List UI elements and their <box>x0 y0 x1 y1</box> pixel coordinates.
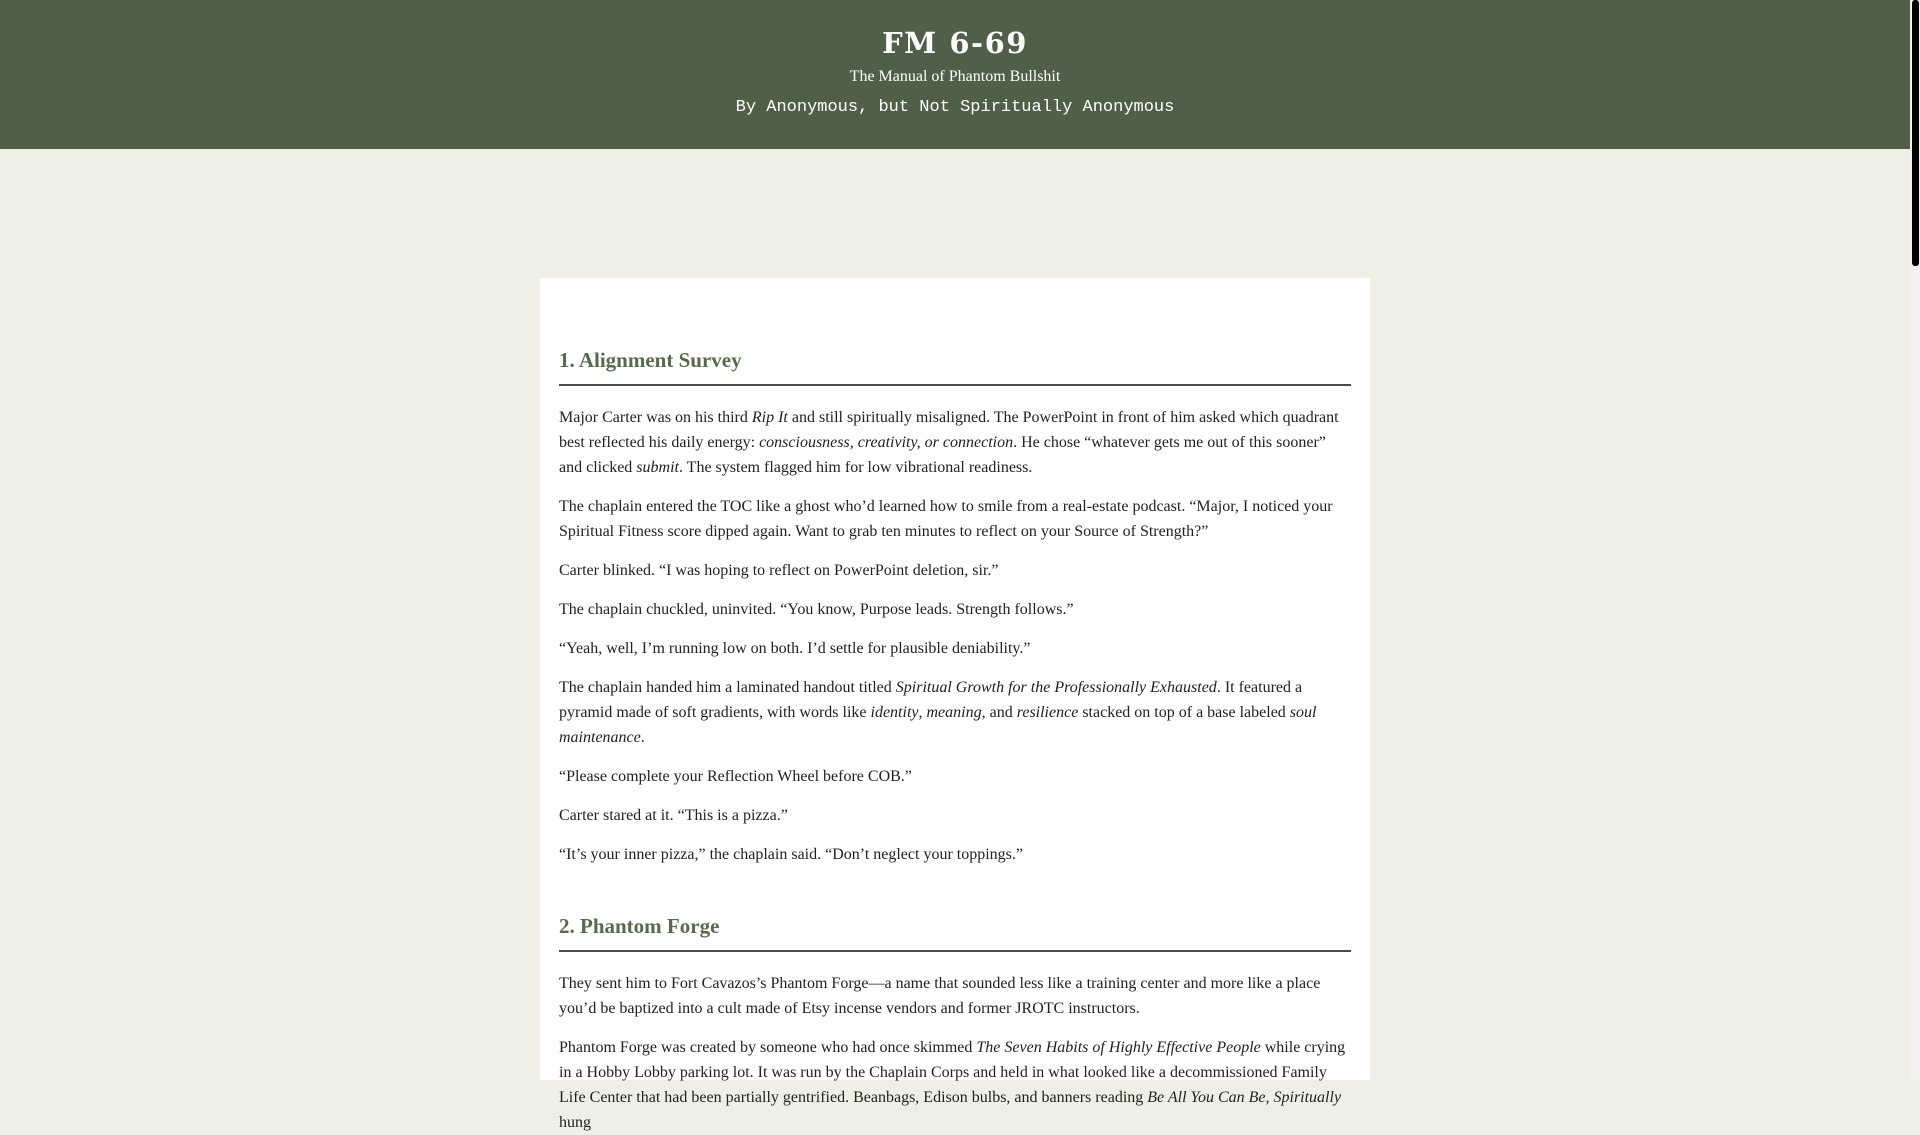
paragraph: Phantom Forge was created by someone who had once skimmed The Seven Habits of Highly Effective People while crying in a Hobby Lobby parking lot. It was run by the Chaplain Corps and held in what looked like a decommissioned Family Life Center that had been partially gentrified. Beanbags, Edison bulbs, and banners reading Be All You Can Be, Spiritually hung <box>559 1039 1346 1131</box>
paragraph: The chaplain handed him a laminated handout titled Spiritual Growth for the Professionally Exhausted. It featured a pyramid made of soft gradients, with words like identity, meaning, and resilience stacked on top of a base labeled soul maintenance. <box>559 679 1317 746</box>
scrollbar-thumb[interactable] <box>1912 0 1919 266</box>
paragraph: The chaplain chuckled, uninvited. “You know, Purpose leads. Strength follows.” <box>559 601 1074 618</box>
paragraph: “It’s your inner pizza,” the chaplain said. “Don’t neglect your toppings.” <box>559 846 1023 863</box>
article-content <box>540 278 1370 1131</box>
section-heading: 1. Alignment Survey <box>559 346 1351 386</box>
paragraph: Major Carter was on his third Rip It and still spiritually misaligned. The PowerPoint in front of him asked which quadrant best reflected his daily energy: consciousness, creativity, or connection. He chose “whatever gets me out of this sooner” and clicked submit. The system flagged him for low vibrational readiness. <box>559 409 1339 476</box>
paragraph: Carter stared at it. “This is a pizza.” <box>559 807 788 824</box>
site-subtitle: The Manual of Phantom Bullshit <box>849 68 1061 85</box>
site-header <box>0 0 1910 149</box>
paragraph: The chaplain entered the TOC like a ghost who’d learned how to smile from a real-estate podcast. “Major, I noticed your Spiritual Fitness score dipped again. Want to grab ten minutes to reflect on your Source of Strength?” <box>559 498 1333 540</box>
paragraph: “Please complete your Reflection Wheel before COB.” <box>559 768 912 785</box>
paragraph: They sent him to Fort Cavazos’s Phantom Forge—a name that sounded less like a training center and more like a place you’d be baptized into a cult made of Etsy incense vendors and former JROTC instructors. <box>559 975 1321 1017</box>
section-phantom-forge <box>559 912 1351 1135</box>
section-heading: 2. Phantom Forge <box>559 912 1351 952</box>
paragraph: “Yeah, well, I’m running low on both. I’d settle for plausible deniability.” <box>559 640 1031 657</box>
site-title: FM 6-69 <box>882 26 1028 60</box>
section-alignment-survey <box>559 346 1351 867</box>
site-byline: By Anonymous, but Not Spiritually Anonymous <box>735 98 1175 117</box>
paragraph: Carter blinked. “I was hoping to reflect on PowerPoint deletion, sir.” <box>559 562 999 579</box>
scrollbar[interactable] <box>1910 0 1920 1080</box>
